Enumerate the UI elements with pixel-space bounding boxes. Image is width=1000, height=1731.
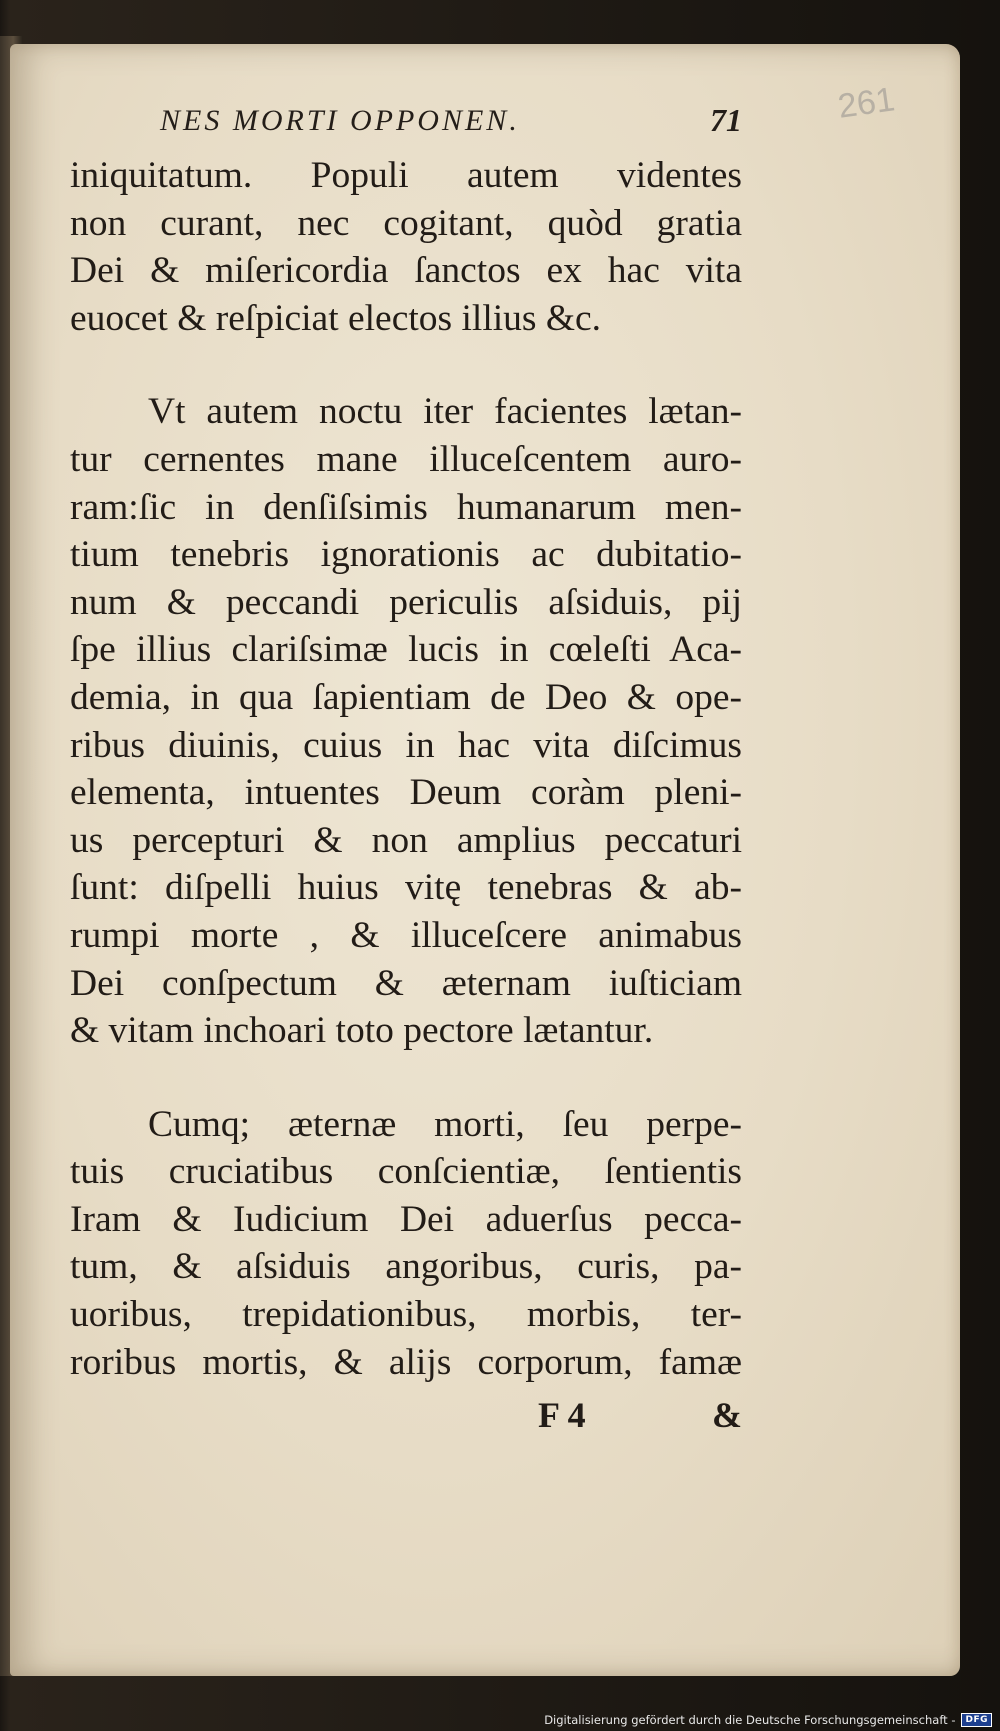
text-line: ſpe illius clariſsimæ lucis in cœleſti Aca- xyxy=(70,629,742,671)
book-page xyxy=(10,44,960,1676)
text-line: Cumq; æternæ morti, ſeu perpe- xyxy=(148,1103,742,1145)
text-line: roribus mortis, & alijs corporum, famæ xyxy=(70,1341,742,1383)
page-number: 71 xyxy=(710,102,742,138)
running-head: NES MORTI OPPONEN. xyxy=(160,104,520,137)
text-line: tum, & aſsiduis angoribus, curis, pa- xyxy=(70,1246,742,1288)
catchword: & xyxy=(712,1395,742,1436)
text-line: tium tenebris ignorationis ac dubitatio- xyxy=(70,534,742,576)
text-line: Vt autem noctu iter facientes lætan- xyxy=(148,391,742,433)
text-line: elementa, intuentes Deum coràm pleni- xyxy=(70,772,742,814)
text-line: euocet & reſpiciat electos illius &c. xyxy=(70,297,602,339)
text-column xyxy=(70,102,742,1444)
text-line: ribus diuinis, cuius in hac vita diſcimus xyxy=(70,724,742,766)
dfg-logo-icon: DFG xyxy=(961,1713,992,1727)
text-line: ram:ſic in denſiſsimis humanarum men- xyxy=(70,486,742,528)
text-line: Dei conſpectum & æternam iuſticiam xyxy=(70,962,742,1004)
text-line: us percepturi & non amplius peccaturi xyxy=(70,819,742,861)
text-line: Iram & Iudicium Dei aduerſus pecca- xyxy=(70,1198,742,1240)
text-line: non curant, nec cogitant, quòd gratia xyxy=(70,202,742,244)
page-header xyxy=(70,102,742,152)
paragraph-3 xyxy=(70,1101,742,1387)
text-line: tur cernentes mane illuceſcentem auro- xyxy=(70,438,742,480)
text-line: Dei & miſericordia ſanctos ex hac vita xyxy=(70,250,742,292)
pencil-page-note: 261 xyxy=(835,80,898,126)
digitization-credit xyxy=(544,1713,992,1727)
text-line: num & peccandi periculis aſsiduis, pij xyxy=(70,581,742,623)
text-line: demia, in qua ſapientiam de Deo & ope- xyxy=(70,676,742,718)
text-line: tuis cruciatibus conſcientiæ, ſentientis xyxy=(70,1151,742,1193)
signature-mark: F 4 xyxy=(538,1395,586,1436)
text-line: uoribus, trepidationibus, morbis, ter- xyxy=(70,1294,742,1336)
page-footer xyxy=(70,1394,742,1444)
text-line: rumpi morte , & illuceſcere animabus xyxy=(70,914,742,956)
credit-text: Digitalisierung gefördert durch die Deutsche Forschungsgemeinschaft - xyxy=(544,1713,956,1727)
paragraph-1 xyxy=(70,152,742,342)
paragraph-2 xyxy=(70,388,742,1054)
text-line: ſunt: diſpelli huius vitę tenebras & ab- xyxy=(70,867,742,909)
text-line: & vitam inchoari toto pectore lætantur. xyxy=(70,1010,654,1052)
text-line: iniquitatum. Populi autem videntes xyxy=(70,155,742,196)
